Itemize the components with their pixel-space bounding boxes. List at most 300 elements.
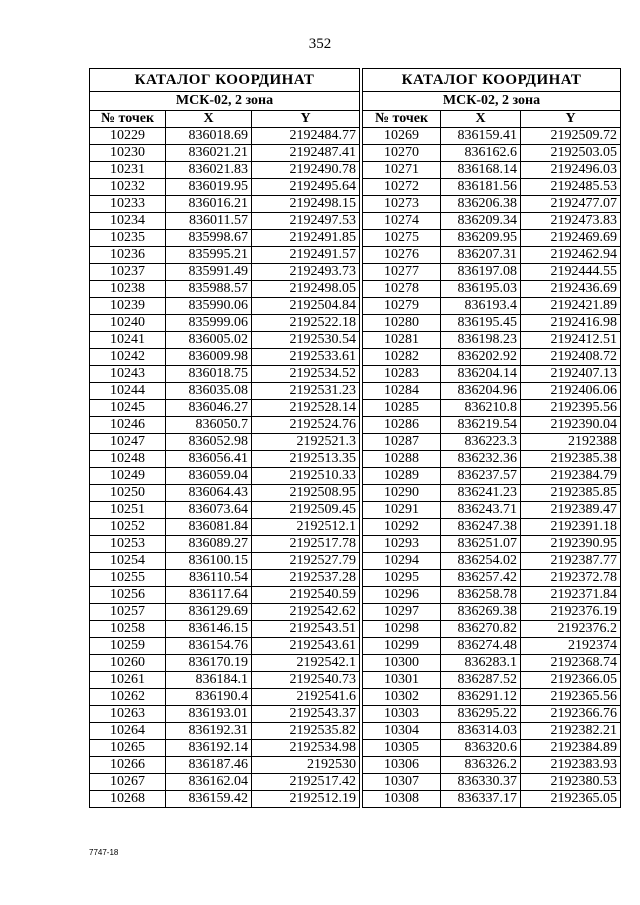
point-number-cell: 10299	[363, 638, 441, 655]
point-number-cell: 10278	[363, 281, 441, 298]
point-number-cell: 10250	[90, 485, 166, 502]
x-coordinate-cell: 836146.15	[166, 621, 252, 638]
y-coordinate-cell: 2192389.47	[521, 502, 621, 519]
table-row	[363, 434, 621, 451]
table-row	[363, 553, 621, 570]
point-number-cell: 10244	[90, 383, 166, 400]
x-coordinate-cell: 836269.38	[441, 604, 521, 621]
point-number-cell: 10283	[363, 366, 441, 383]
x-coordinate-cell: 835988.57	[166, 281, 252, 298]
y-coordinate-cell: 2192522.18	[252, 315, 360, 332]
x-coordinate-cell: 836129.69	[166, 604, 252, 621]
y-coordinate-cell: 2192512.19	[252, 791, 360, 808]
y-coordinate-cell: 2192366.76	[521, 706, 621, 723]
column-header-point-number: № точек	[90, 111, 166, 128]
coordinate-catalog-table-left	[89, 68, 360, 808]
x-coordinate-cell: 836254.02	[441, 553, 521, 570]
y-coordinate-cell: 2192491.57	[252, 247, 360, 264]
y-coordinate-cell: 2192531.23	[252, 383, 360, 400]
point-number-cell: 10242	[90, 349, 166, 366]
table-row	[363, 468, 621, 485]
point-number-cell: 10308	[363, 791, 441, 808]
y-coordinate-cell: 2192543.61	[252, 638, 360, 655]
y-coordinate-cell: 2192504.84	[252, 298, 360, 315]
point-number-cell: 10238	[90, 281, 166, 298]
y-coordinate-cell: 2192365.05	[521, 791, 621, 808]
x-coordinate-cell: 836209.95	[441, 230, 521, 247]
point-number-cell: 10233	[90, 196, 166, 213]
x-coordinate-cell: 836195.45	[441, 315, 521, 332]
x-coordinate-cell: 836021.83	[166, 162, 252, 179]
y-coordinate-cell: 2192496.03	[521, 162, 621, 179]
table-row	[363, 264, 621, 281]
table-row	[90, 468, 360, 485]
table-row	[90, 196, 360, 213]
y-coordinate-cell: 2192530	[252, 757, 360, 774]
x-coordinate-cell: 836162.6	[441, 145, 521, 162]
x-coordinate-cell: 836021.21	[166, 145, 252, 162]
table-row	[90, 264, 360, 281]
table-row	[90, 791, 360, 808]
y-coordinate-cell: 2192366.05	[521, 672, 621, 689]
x-coordinate-cell: 836073.64	[166, 502, 252, 519]
table-row	[90, 230, 360, 247]
y-coordinate-cell: 2192530.54	[252, 332, 360, 349]
y-coordinate-cell: 2192534.98	[252, 740, 360, 757]
x-coordinate-cell: 836081.84	[166, 519, 252, 536]
point-number-cell: 10280	[363, 315, 441, 332]
point-number-cell: 10261	[90, 672, 166, 689]
point-number-cell: 10279	[363, 298, 441, 315]
y-coordinate-cell: 2192510.33	[252, 468, 360, 485]
point-number-cell: 10257	[90, 604, 166, 621]
x-coordinate-cell: 836184.1	[166, 672, 252, 689]
x-coordinate-cell: 836274.48	[441, 638, 521, 655]
y-coordinate-cell: 2192534.52	[252, 366, 360, 383]
table-row	[90, 706, 360, 723]
table-row	[363, 298, 621, 315]
table-row	[363, 502, 621, 519]
point-number-cell: 10288	[363, 451, 441, 468]
point-number-cell: 10289	[363, 468, 441, 485]
x-coordinate-cell: 836204.96	[441, 383, 521, 400]
point-number-cell: 10272	[363, 179, 441, 196]
table-row	[363, 689, 621, 706]
coordinate-catalog-table-right	[362, 68, 621, 808]
point-number-cell: 10286	[363, 417, 441, 434]
y-coordinate-cell: 2192473.83	[521, 213, 621, 230]
x-coordinate-cell: 835990.06	[166, 298, 252, 315]
y-coordinate-cell: 2192484.77	[252, 128, 360, 145]
x-coordinate-cell: 836232.36	[441, 451, 521, 468]
x-coordinate-cell: 836287.52	[441, 672, 521, 689]
point-number-cell: 10237	[90, 264, 166, 281]
point-number-cell: 10262	[90, 689, 166, 706]
x-coordinate-cell: 836223.3	[441, 434, 521, 451]
point-number-cell: 10296	[363, 587, 441, 604]
table-row	[363, 587, 621, 604]
x-coordinate-cell: 836187.46	[166, 757, 252, 774]
y-coordinate-cell: 2192542.1	[252, 655, 360, 672]
point-number-cell: 10293	[363, 536, 441, 553]
catalog-title: КАТАЛОГ КООРДИНАТ	[90, 69, 360, 92]
y-coordinate-cell: 2192380.53	[521, 774, 621, 791]
table-row	[90, 757, 360, 774]
table-row	[90, 723, 360, 740]
table-row	[363, 315, 621, 332]
x-coordinate-cell: 835998.67	[166, 230, 252, 247]
table-row	[90, 332, 360, 349]
y-coordinate-cell: 2192509.72	[521, 128, 621, 145]
table-row	[363, 128, 621, 145]
point-number-cell: 10294	[363, 553, 441, 570]
x-coordinate-cell: 836050.7	[166, 417, 252, 434]
x-coordinate-cell: 836207.31	[441, 247, 521, 264]
table-row	[363, 213, 621, 230]
table-row	[90, 774, 360, 791]
point-number-cell: 10292	[363, 519, 441, 536]
x-coordinate-cell: 836337.17	[441, 791, 521, 808]
y-coordinate-cell: 2192387.77	[521, 553, 621, 570]
x-coordinate-cell: 836052.98	[166, 434, 252, 451]
x-coordinate-cell: 836243.71	[441, 502, 521, 519]
point-number-cell: 10276	[363, 247, 441, 264]
table-row	[363, 536, 621, 553]
table-row	[363, 162, 621, 179]
y-coordinate-cell: 2192540.59	[252, 587, 360, 604]
point-number-cell: 10231	[90, 162, 166, 179]
table-row	[363, 383, 621, 400]
y-coordinate-cell: 2192383.93	[521, 757, 621, 774]
x-coordinate-cell: 836251.07	[441, 536, 521, 553]
y-coordinate-cell: 2192541.6	[252, 689, 360, 706]
point-number-cell: 10245	[90, 400, 166, 417]
table-row	[90, 689, 360, 706]
x-coordinate-cell: 836320.6	[441, 740, 521, 757]
table-row	[90, 366, 360, 383]
y-coordinate-cell: 2192543.51	[252, 621, 360, 638]
x-coordinate-cell: 836192.14	[166, 740, 252, 757]
point-number-cell: 10274	[363, 213, 441, 230]
point-number-cell: 10300	[363, 655, 441, 672]
point-number-cell: 10268	[90, 791, 166, 808]
x-coordinate-cell: 836210.8	[441, 400, 521, 417]
y-coordinate-cell: 2192495.64	[252, 179, 360, 196]
table-row	[90, 638, 360, 655]
y-coordinate-cell: 2192395.56	[521, 400, 621, 417]
point-number-cell: 10273	[363, 196, 441, 213]
x-coordinate-cell: 836195.03	[441, 281, 521, 298]
y-coordinate-cell: 2192421.89	[521, 298, 621, 315]
table-row	[90, 179, 360, 196]
y-coordinate-cell: 2192542.62	[252, 604, 360, 621]
y-coordinate-cell: 2192540.73	[252, 672, 360, 689]
x-coordinate-cell: 836168.14	[441, 162, 521, 179]
x-coordinate-cell: 836295.22	[441, 706, 521, 723]
y-coordinate-cell: 2192412.51	[521, 332, 621, 349]
x-coordinate-cell: 835995.21	[166, 247, 252, 264]
point-number-cell: 10241	[90, 332, 166, 349]
table-row	[90, 315, 360, 332]
y-coordinate-cell: 2192385.38	[521, 451, 621, 468]
y-coordinate-cell: 2192528.14	[252, 400, 360, 417]
point-number-cell: 10264	[90, 723, 166, 740]
point-number-cell: 10256	[90, 587, 166, 604]
table-row	[90, 655, 360, 672]
y-coordinate-cell: 2192513.35	[252, 451, 360, 468]
table-row	[363, 332, 621, 349]
y-coordinate-cell: 2192537.28	[252, 570, 360, 587]
x-coordinate-cell: 836247.38	[441, 519, 521, 536]
point-number-cell: 10236	[90, 247, 166, 264]
x-coordinate-cell: 836197.08	[441, 264, 521, 281]
point-number-cell: 10297	[363, 604, 441, 621]
table-row	[90, 417, 360, 434]
x-coordinate-cell: 836005.02	[166, 332, 252, 349]
y-coordinate-cell: 2192365.56	[521, 689, 621, 706]
point-number-cell: 10303	[363, 706, 441, 723]
point-number-cell: 10267	[90, 774, 166, 791]
y-coordinate-cell: 2192498.05	[252, 281, 360, 298]
y-coordinate-cell: 2192384.79	[521, 468, 621, 485]
table-row	[90, 621, 360, 638]
x-coordinate-cell: 836192.31	[166, 723, 252, 740]
table-row	[90, 519, 360, 536]
table-row	[363, 672, 621, 689]
x-coordinate-cell: 836241.23	[441, 485, 521, 502]
column-header-point-number: № точек	[363, 111, 441, 128]
x-coordinate-cell: 836206.38	[441, 196, 521, 213]
x-coordinate-cell: 836291.12	[441, 689, 521, 706]
table-row	[363, 740, 621, 757]
x-coordinate-cell: 836089.27	[166, 536, 252, 553]
point-number-cell: 10254	[90, 553, 166, 570]
x-coordinate-cell: 836204.14	[441, 366, 521, 383]
point-number-cell: 10302	[363, 689, 441, 706]
point-number-cell: 10266	[90, 757, 166, 774]
y-coordinate-cell: 2192517.42	[252, 774, 360, 791]
y-coordinate-cell: 2192491.85	[252, 230, 360, 247]
catalog-rows	[363, 128, 621, 808]
column-header-y: Y	[521, 111, 621, 128]
x-coordinate-cell: 836046.27	[166, 400, 252, 417]
table-row	[363, 638, 621, 655]
table-row	[90, 672, 360, 689]
y-coordinate-cell: 2192543.37	[252, 706, 360, 723]
table-row	[90, 145, 360, 162]
x-coordinate-cell: 836202.92	[441, 349, 521, 366]
point-number-cell: 10247	[90, 434, 166, 451]
y-coordinate-cell: 2192384.89	[521, 740, 621, 757]
x-coordinate-cell: 836009.98	[166, 349, 252, 366]
y-coordinate-cell: 2192385.85	[521, 485, 621, 502]
x-coordinate-cell: 836258.78	[441, 587, 521, 604]
x-coordinate-cell: 836100.15	[166, 553, 252, 570]
point-number-cell: 10291	[363, 502, 441, 519]
table-row	[90, 400, 360, 417]
x-coordinate-cell: 836181.56	[441, 179, 521, 196]
point-number-cell: 10255	[90, 570, 166, 587]
x-coordinate-cell: 836237.57	[441, 468, 521, 485]
table-row	[363, 145, 621, 162]
point-number-cell: 10301	[363, 672, 441, 689]
x-coordinate-cell: 836159.41	[441, 128, 521, 145]
y-coordinate-cell: 2192371.84	[521, 587, 621, 604]
x-coordinate-cell: 836193.01	[166, 706, 252, 723]
x-coordinate-cell: 836159.42	[166, 791, 252, 808]
point-number-cell: 10259	[90, 638, 166, 655]
point-number-cell: 10275	[363, 230, 441, 247]
x-coordinate-cell: 836154.76	[166, 638, 252, 655]
x-coordinate-cell: 835999.06	[166, 315, 252, 332]
point-number-cell: 10234	[90, 213, 166, 230]
table-row	[90, 247, 360, 264]
point-number-cell: 10258	[90, 621, 166, 638]
point-number-cell: 10263	[90, 706, 166, 723]
table-row	[363, 706, 621, 723]
table-row	[90, 383, 360, 400]
x-coordinate-cell: 836270.82	[441, 621, 521, 638]
table-row	[90, 451, 360, 468]
y-coordinate-cell: 2192390.04	[521, 417, 621, 434]
catalog-title: КАТАЛОГ КООРДИНАТ	[363, 69, 621, 92]
point-number-cell: 10287	[363, 434, 441, 451]
point-number-cell: 10246	[90, 417, 166, 434]
x-coordinate-cell: 836162.04	[166, 774, 252, 791]
y-coordinate-cell: 2192368.74	[521, 655, 621, 672]
page-number: 352	[308, 36, 332, 52]
column-header-x: X	[166, 111, 252, 128]
x-coordinate-cell: 836190.4	[166, 689, 252, 706]
point-number-cell: 10271	[363, 162, 441, 179]
point-number-cell: 10269	[363, 128, 441, 145]
y-coordinate-cell: 2192390.95	[521, 536, 621, 553]
y-coordinate-cell: 2192388	[521, 434, 621, 451]
point-number-cell: 10270	[363, 145, 441, 162]
y-coordinate-cell: 2192512.1	[252, 519, 360, 536]
y-coordinate-cell: 2192535.82	[252, 723, 360, 740]
table-row	[363, 281, 621, 298]
point-number-cell: 10304	[363, 723, 441, 740]
point-number-cell: 10260	[90, 655, 166, 672]
point-number-cell: 10235	[90, 230, 166, 247]
y-coordinate-cell: 2192416.98	[521, 315, 621, 332]
x-coordinate-cell: 836018.75	[166, 366, 252, 383]
point-number-cell: 10229	[90, 128, 166, 145]
y-coordinate-cell: 2192509.45	[252, 502, 360, 519]
point-number-cell: 10282	[363, 349, 441, 366]
catalog-subtitle: МСК-02, 2 зона	[363, 92, 621, 111]
point-number-cell: 10281	[363, 332, 441, 349]
table-row	[363, 485, 621, 502]
table-row	[90, 604, 360, 621]
y-coordinate-cell: 2192444.55	[521, 264, 621, 281]
point-number-cell: 10239	[90, 298, 166, 315]
y-coordinate-cell: 2192527.79	[252, 553, 360, 570]
point-number-cell: 10252	[90, 519, 166, 536]
y-coordinate-cell: 2192508.95	[252, 485, 360, 502]
table-row	[363, 366, 621, 383]
table-row	[363, 621, 621, 638]
point-number-cell: 10298	[363, 621, 441, 638]
x-coordinate-cell: 836117.64	[166, 587, 252, 604]
x-coordinate-cell: 836314.03	[441, 723, 521, 740]
table-row	[363, 655, 621, 672]
table-row	[363, 230, 621, 247]
y-coordinate-cell: 2192497.53	[252, 213, 360, 230]
x-coordinate-cell: 836330.37	[441, 774, 521, 791]
table-row	[363, 247, 621, 264]
y-coordinate-cell: 2192517.78	[252, 536, 360, 553]
y-coordinate-cell: 2192436.69	[521, 281, 621, 298]
table-row	[363, 179, 621, 196]
table-row	[363, 604, 621, 621]
x-coordinate-cell: 836198.23	[441, 332, 521, 349]
y-coordinate-cell: 2192376.2	[521, 621, 621, 638]
y-coordinate-cell: 2192462.94	[521, 247, 621, 264]
x-coordinate-cell: 836219.54	[441, 417, 521, 434]
table-row	[90, 213, 360, 230]
point-number-cell: 10232	[90, 179, 166, 196]
y-coordinate-cell: 2192503.05	[521, 145, 621, 162]
y-coordinate-cell: 2192407.13	[521, 366, 621, 383]
point-number-cell: 10230	[90, 145, 166, 162]
table-row	[90, 536, 360, 553]
x-coordinate-cell: 835991.49	[166, 264, 252, 281]
y-coordinate-cell: 2192524.76	[252, 417, 360, 434]
catalog-rows	[90, 128, 360, 808]
table-row	[363, 774, 621, 791]
point-number-cell: 10305	[363, 740, 441, 757]
y-coordinate-cell: 2192406.06	[521, 383, 621, 400]
column-header-x: X	[441, 111, 521, 128]
point-number-cell: 10243	[90, 366, 166, 383]
table-row	[90, 298, 360, 315]
table-row	[90, 502, 360, 519]
table-row	[90, 587, 360, 604]
table-row	[363, 417, 621, 434]
table-row	[363, 723, 621, 740]
table-row	[363, 757, 621, 774]
x-coordinate-cell: 836283.1	[441, 655, 521, 672]
point-number-cell: 10249	[90, 468, 166, 485]
table-row	[90, 485, 360, 502]
x-coordinate-cell: 836056.41	[166, 451, 252, 468]
x-coordinate-cell: 836064.43	[166, 485, 252, 502]
point-number-cell: 10290	[363, 485, 441, 502]
catalog-subtitle: МСК-02, 2 зона	[90, 92, 360, 111]
point-number-cell: 10306	[363, 757, 441, 774]
table-row	[363, 349, 621, 366]
table-row	[90, 281, 360, 298]
table-row	[90, 553, 360, 570]
point-number-cell: 10277	[363, 264, 441, 281]
table-row	[363, 400, 621, 417]
y-coordinate-cell: 2192374	[521, 638, 621, 655]
point-number-cell: 10253	[90, 536, 166, 553]
point-number-cell: 10251	[90, 502, 166, 519]
table-row	[363, 196, 621, 213]
y-coordinate-cell: 2192382.21	[521, 723, 621, 740]
x-coordinate-cell: 836018.69	[166, 128, 252, 145]
y-coordinate-cell: 2192533.61	[252, 349, 360, 366]
table-row	[90, 740, 360, 757]
x-coordinate-cell: 836011.57	[166, 213, 252, 230]
x-coordinate-cell: 836326.2	[441, 757, 521, 774]
column-header-y: Y	[252, 111, 360, 128]
x-coordinate-cell: 836059.04	[166, 468, 252, 485]
y-coordinate-cell: 2192469.69	[521, 230, 621, 247]
